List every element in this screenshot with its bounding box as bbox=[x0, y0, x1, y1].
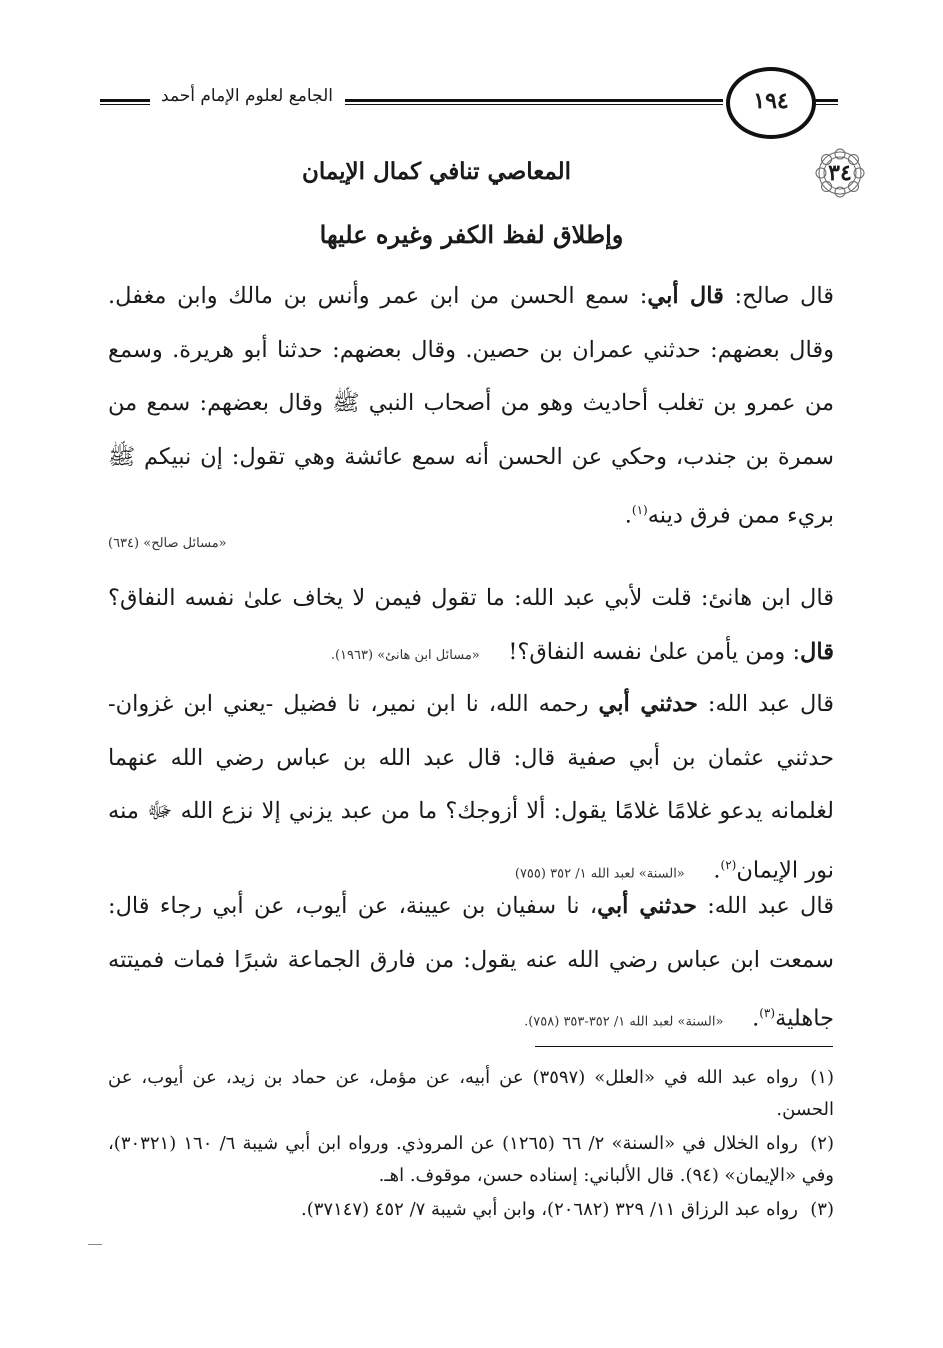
paragraph-text bbox=[108, 678, 834, 901]
text-run: . bbox=[713, 857, 721, 883]
footnote-text: رواه عبد الله في «العلل» (٣٥٩٧) عن أبيه، عن مؤمل، عن حماد بن زيد، عن أيوب، عن الحسن. bbox=[108, 1067, 834, 1120]
header-rule bbox=[812, 99, 838, 105]
paragraph-text bbox=[108, 270, 834, 543]
text-run: : ومن يأمن علىٰ نفسه النفاق؟! bbox=[508, 638, 801, 665]
paragraph-4 bbox=[108, 880, 834, 1049]
bold-run: حدثني أبي bbox=[598, 691, 698, 717]
chapter-title: المعاصي تنافي كمال الإيمان bbox=[301, 158, 572, 185]
header-rule bbox=[345, 99, 723, 105]
paragraph-3 bbox=[108, 678, 834, 901]
footnote-text: رواه عبد الرزاق ١١/ ٣٢٩ (٢٠٦٨٢)، وابن أبي شيبة ٧/ ٤٥٢ (٣٧١٤٧). bbox=[301, 1199, 798, 1220]
text-run: قال ابن هانئ: قلت لأبي عبد الله: ما تقول فيمن لا يخاف علىٰ نفسه النفاق؟ bbox=[108, 585, 834, 611]
page-number: ١٩٤ bbox=[753, 88, 789, 114]
source-citation: «مسائل ابن هانئ» (١٩٦٣). bbox=[330, 647, 480, 663]
text-run: ، نا سفيان بن عيينة، عن أيوب، عن أبي رجاء قال: سمعت ابن عباس رضي الله عنه يقول: من فارق الجماعة شبرًا فمات فميتته جاهلية bbox=[108, 893, 834, 1032]
footnote-number: (٢) bbox=[810, 1133, 834, 1154]
footnote-ref[interactable]: (٢) bbox=[720, 857, 737, 872]
margin-mark bbox=[88, 1244, 102, 1245]
source-citation: «السنة» لعبد الله ١/ ٣٥٢-٣٥٣ (٧٥٨). bbox=[524, 1014, 724, 1030]
source-citation: «مسائل صالح» (٦٣٤) bbox=[108, 536, 227, 551]
footnote-ref[interactable]: (٣) bbox=[759, 1006, 776, 1020]
page-number-badge bbox=[726, 67, 816, 139]
text-run: رحمه الله، نا ابن نمير، نا فضيل -يعني ابن غزوان- حدثني عثمان بن أبي صفية قال: قال عبد الله بن عباس رضي الله عنهما لغلمانه يدعو غلامًا غلامًا يقول: ألا أزوجك؟ ما من عبد يزني إلا نزع الله ﷻ منه نور الإيمان bbox=[108, 691, 834, 883]
footnote bbox=[108, 1128, 834, 1192]
footnote-ref[interactable]: (١) bbox=[631, 503, 648, 517]
text-run: : سمع الحسن من ابن عمر وأنس بن مالك وابن مغفل. وقال بعضهم: حدثني عمران بن حصين. وقال بعضهم: حدثنا أبو هريرة. وسمع من عمرو بن تغلب أحاديث وهو من أصحاب النبي ﷺ وقال بعضهم: سمع من سمرة بن جندب، وحكي عن الحسن أنه سمع عائشة وهي تقول: إن نبيكم ﷺ بريء ممن فرق دينه bbox=[108, 283, 834, 529]
paragraph-1 bbox=[108, 270, 834, 543]
page-header bbox=[100, 62, 835, 142]
paragraph-2 bbox=[108, 572, 834, 682]
paragraph-text bbox=[108, 572, 834, 682]
footnote-number: (٣) bbox=[810, 1199, 834, 1220]
bold-run: قال bbox=[800, 638, 834, 665]
footnote bbox=[108, 1194, 834, 1226]
footnotes bbox=[108, 1062, 834, 1228]
chapter-subtitle: وإطلاق لفظ الكفر وغيره عليها bbox=[319, 220, 624, 249]
paragraph-text bbox=[108, 880, 834, 1049]
text-run: . bbox=[752, 1005, 760, 1032]
footnote-separator bbox=[535, 1046, 833, 1047]
chapter-number: ٣٤ bbox=[828, 160, 852, 186]
footnote-number: (١) bbox=[810, 1067, 834, 1088]
header-rule bbox=[100, 99, 150, 105]
bold-run: قال أبي bbox=[647, 283, 724, 309]
footnote bbox=[108, 1062, 834, 1126]
source-citation: «السنة» لعبد الله ١/ ٣٥٢ (٧٥٥) bbox=[514, 866, 685, 881]
text-run: قال صالح: bbox=[723, 283, 835, 309]
text-run: قال عبد الله: bbox=[697, 691, 834, 717]
bold-run: حدثني أبي bbox=[597, 893, 697, 919]
text-run: . bbox=[624, 502, 632, 529]
footnote-text: رواه الخلال في «السنة» ٢/ ٦٦ (١٢٦٥) عن المروذي. ورواه ابن أبي شيبة ٦/ ١٦٠ (٣٠٣٢١)، وفي «الإيمان» (٩٤). قال الألباني: إسناده حسن، موقوف. اهـ. bbox=[108, 1133, 834, 1186]
running-title: الجامع لعلوم الإمام أحمد bbox=[161, 86, 333, 106]
text-run: قال عبد الله: bbox=[696, 893, 835, 919]
